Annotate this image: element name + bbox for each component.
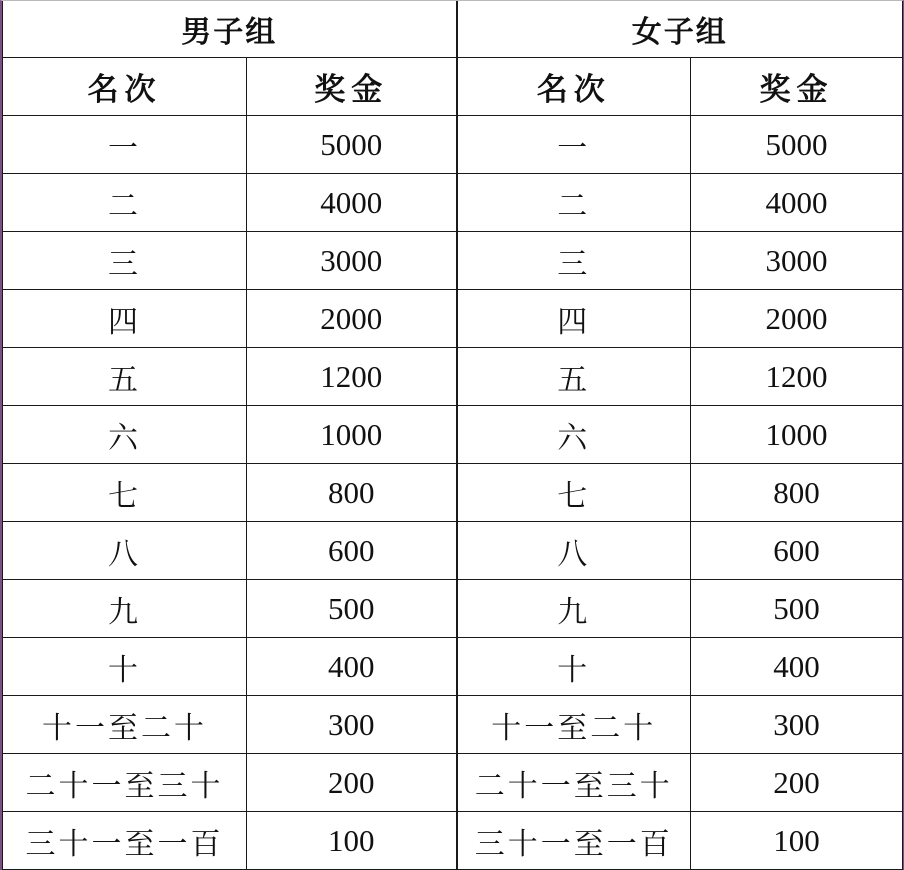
men-rank-cell: 四: [3, 290, 247, 348]
men-prize-cell: 400: [247, 638, 457, 696]
women-prize-cell: 200: [691, 754, 903, 812]
men-rank-cell: 三十一至一百: [3, 812, 247, 870]
men-prize-cell: 4000: [247, 174, 457, 232]
table-row: [3, 464, 903, 522]
men-prize-cell: 300: [247, 696, 457, 754]
table-row: [3, 580, 903, 638]
women-prize-cell: 1000: [691, 406, 903, 464]
men-rank-cell: 三: [3, 232, 247, 290]
women-rank-cell: 五: [457, 348, 691, 406]
women-prize-cell: 400: [691, 638, 903, 696]
table-row: [3, 116, 903, 174]
men-rank-cell: 五: [3, 348, 247, 406]
women-rank-cell: 十一至二十: [457, 696, 691, 754]
men-prize-cell: 200: [247, 754, 457, 812]
men-prize-cell: 5000: [247, 116, 457, 174]
men-prize-cell: 100: [247, 812, 457, 870]
women-prize-cell: 4000: [691, 174, 903, 232]
women-prize-header: 奖金: [691, 58, 903, 116]
table-row: [3, 290, 903, 348]
women-rank-cell: 三: [457, 232, 691, 290]
table-row: [3, 638, 903, 696]
women-prize-cell: 3000: [691, 232, 903, 290]
women-rank-cell: 六: [457, 406, 691, 464]
women-rank-cell: 九: [457, 580, 691, 638]
men-prize-cell: 3000: [247, 232, 457, 290]
men-prize-cell: 2000: [247, 290, 457, 348]
table-row: [3, 232, 903, 290]
men-prize-cell: 1000: [247, 406, 457, 464]
women-prize-cell: 1200: [691, 348, 903, 406]
men-prize-header: 奖金: [247, 58, 457, 116]
men-rank-cell: 二: [3, 174, 247, 232]
women-rank-cell: 十: [457, 638, 691, 696]
men-prize-cell: 600: [247, 522, 457, 580]
prize-table: [2, 1, 903, 870]
women-prize-cell: 100: [691, 812, 903, 870]
men-group-title: 男子组: [3, 1, 457, 58]
men-rank-cell: 十一至二十: [3, 696, 247, 754]
men-rank-cell: 七: [3, 464, 247, 522]
table-row: [3, 754, 903, 812]
table-row: [3, 406, 903, 464]
women-rank-cell: 八: [457, 522, 691, 580]
men-prize-cell: 1200: [247, 348, 457, 406]
group-header-row: [3, 1, 903, 58]
men-rank-header: 名次: [3, 58, 247, 116]
men-rank-cell: 九: [3, 580, 247, 638]
women-rank-cell: 一: [457, 116, 691, 174]
men-prize-cell: 500: [247, 580, 457, 638]
women-prize-cell: 500: [691, 580, 903, 638]
women-prize-cell: 5000: [691, 116, 903, 174]
men-rank-cell: 六: [3, 406, 247, 464]
table-row: [3, 812, 903, 870]
women-rank-cell: 二: [457, 174, 691, 232]
women-rank-cell: 二十一至三十: [457, 754, 691, 812]
women-rank-cell: 四: [457, 290, 691, 348]
women-rank-cell: 七: [457, 464, 691, 522]
women-prize-cell: 2000: [691, 290, 903, 348]
table-row: [3, 522, 903, 580]
men-rank-cell: 一: [3, 116, 247, 174]
men-rank-cell: 八: [3, 522, 247, 580]
men-rank-cell: 二十一至三十: [3, 754, 247, 812]
women-rank-cell: 三十一至一百: [457, 812, 691, 870]
women-rank-header: 名次: [457, 58, 691, 116]
column-header-row: [3, 58, 903, 116]
table-row: [3, 696, 903, 754]
table-row: [3, 174, 903, 232]
men-prize-cell: 800: [247, 464, 457, 522]
men-rank-cell: 十: [3, 638, 247, 696]
table-row: [3, 348, 903, 406]
women-prize-cell: 600: [691, 522, 903, 580]
women-group-title: 女子组: [457, 1, 903, 58]
women-prize-cell: 300: [691, 696, 903, 754]
women-prize-cell: 800: [691, 464, 903, 522]
